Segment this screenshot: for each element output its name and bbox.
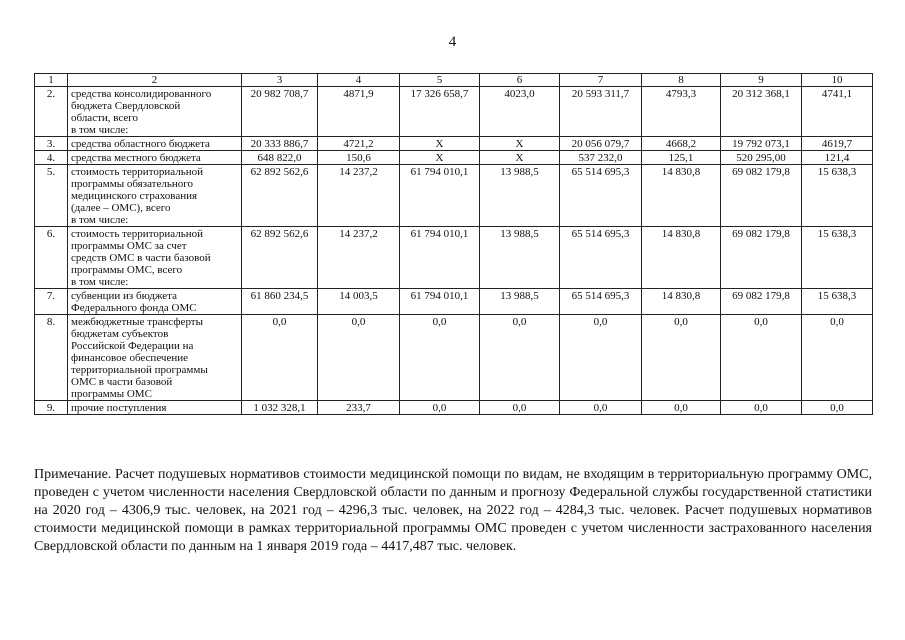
value-cell: 65 514 695,3: [560, 289, 642, 315]
note-paragraph: [34, 466, 872, 556]
value-cell: X: [480, 137, 560, 151]
description-line: стоимость территориальной: [71, 166, 204, 178]
value-cell: 20 982 708,7: [242, 87, 318, 137]
value-cell: 69 082 179,8: [721, 165, 802, 227]
description-line: программы ОМС: [71, 388, 152, 400]
value-cell: 15 638,3: [802, 227, 873, 289]
value-cell: 125,1: [642, 151, 721, 165]
description-line: бюджета Свердловской: [71, 100, 181, 112]
value-cell: 1 032 328,1: [242, 401, 318, 415]
row-description: [68, 151, 242, 165]
table-row: [35, 401, 873, 415]
budget-table: [34, 73, 873, 415]
description-line: прочие поступления: [71, 402, 167, 414]
value-cell: 17 326 658,7: [400, 87, 480, 137]
description-line: программы ОМС за счет: [71, 240, 187, 252]
value-cell: 150,6: [318, 151, 400, 165]
description-line: Российской Федерации на: [71, 340, 194, 352]
value-cell: 61 794 010,1: [400, 289, 480, 315]
value-cell: 15 638,3: [802, 165, 873, 227]
value-cell: X: [400, 151, 480, 165]
value-cell: 69 082 179,8: [721, 227, 802, 289]
value-cell: 14 003,5: [318, 289, 400, 315]
row-number: 8.: [35, 315, 68, 401]
value-cell: 69 082 179,8: [721, 289, 802, 315]
description-line: программы ОМС, всего: [71, 264, 183, 276]
description-line: в том числе:: [71, 276, 129, 288]
description-line: средства консолидированного: [71, 88, 212, 100]
description-line: субвенции из бюджета: [71, 290, 177, 302]
description-line: в том числе:: [71, 214, 129, 226]
table-row: [35, 87, 873, 137]
value-cell: 4741,1: [802, 87, 873, 137]
description-line: медицинского страхования: [71, 190, 198, 202]
value-cell: 20 056 079,7: [560, 137, 642, 151]
table-row: [35, 315, 873, 401]
value-cell: 0,0: [642, 315, 721, 401]
table-body: [35, 74, 873, 415]
value-cell: 4871,9: [318, 87, 400, 137]
row-description: [68, 87, 242, 137]
description-line: ОМС в части базовой: [71, 376, 173, 388]
value-cell: 62 892 562,6: [242, 165, 318, 227]
row-number: 5.: [35, 165, 68, 227]
table-row: [35, 137, 873, 151]
value-cell: 20 593 311,7: [560, 87, 642, 137]
value-cell: 121,4: [802, 151, 873, 165]
value-cell: 14 830,8: [642, 289, 721, 315]
value-cell: 0,0: [721, 315, 802, 401]
table-row: [35, 151, 873, 165]
row-number: 3.: [35, 137, 68, 151]
description-line: средства областного бюджета: [71, 138, 210, 150]
value-cell: 0,0: [560, 315, 642, 401]
value-cell: 520 295,00: [721, 151, 802, 165]
note-text: Примечание. Расчет подушевых нормативов стоимости медицинской помощи по видам, не входящим в территориальную программу ОМС, проведен с учетом численности населения Свердловской области по данным и прогнозу Федеральной службы государственной статистики на 2020 год – 4306,9 тыс. человек, на 2021 год – 4296,3 тыс. человек, на 2022 год – 4284,3 тыс. человек. Расчет подушевых нормативов стоимости медицинской помощи в рамках территориальной программы ОМС проведен с учетом численности застрахованного населения Свердловской области по данным на 1 января 2019 года – 4417,487 тыс. человек.: [34, 467, 872, 554]
row-number: 4.: [35, 151, 68, 165]
description-line: средства местного бюджета: [71, 152, 201, 164]
row-description: [68, 315, 242, 401]
value-cell: 14 830,8: [642, 165, 721, 227]
page-number: 4: [448, 34, 457, 50]
description-line: финансовое обеспечение: [71, 352, 188, 364]
description-line: средств ОМС в части базовой: [71, 252, 211, 264]
table-row: [35, 227, 873, 289]
value-cell: 20 312 368,1: [721, 87, 802, 137]
column-header: 2: [68, 74, 242, 87]
table-row: [35, 289, 873, 315]
description-line: территориальной программы: [71, 364, 208, 376]
value-cell: 14 237,2: [318, 165, 400, 227]
row-number: 6.: [35, 227, 68, 289]
value-cell: 4793,3: [642, 87, 721, 137]
value-cell: 4668,2: [642, 137, 721, 151]
table-row: [35, 165, 873, 227]
row-description: [68, 137, 242, 151]
description-line: области, всего: [71, 112, 139, 124]
table-header-row: [35, 74, 873, 87]
value-cell: 65 514 695,3: [560, 227, 642, 289]
value-cell: 0,0: [242, 315, 318, 401]
value-cell: X: [400, 137, 480, 151]
value-cell: 537 232,0: [560, 151, 642, 165]
row-description: [68, 165, 242, 227]
description-line: программы обязательного: [71, 178, 193, 190]
value-cell: X: [480, 151, 560, 165]
value-cell: 0,0: [480, 315, 560, 401]
value-cell: 0,0: [802, 401, 873, 415]
column-header: 8: [642, 74, 721, 87]
value-cell: 233,7: [318, 401, 400, 415]
value-cell: 0,0: [642, 401, 721, 415]
value-cell: 13 988,5: [480, 227, 560, 289]
description-line: бюджетам субъектов: [71, 328, 169, 340]
column-header: 7: [560, 74, 642, 87]
value-cell: 0,0: [802, 315, 873, 401]
value-cell: 61 794 010,1: [400, 165, 480, 227]
value-cell: 61 794 010,1: [400, 227, 480, 289]
row-number: 2.: [35, 87, 68, 137]
value-cell: 61 860 234,5: [242, 289, 318, 315]
value-cell: 4721,2: [318, 137, 400, 151]
row-number: 9.: [35, 401, 68, 415]
value-cell: 0,0: [400, 315, 480, 401]
description-line: межбюджетные трансферты: [71, 316, 203, 328]
value-cell: 0,0: [560, 401, 642, 415]
value-cell: 0,0: [480, 401, 560, 415]
description-line: Федерального фонда ОМС: [71, 302, 197, 314]
value-cell: 0,0: [318, 315, 400, 401]
value-cell: 65 514 695,3: [560, 165, 642, 227]
row-description: [68, 227, 242, 289]
value-cell: 4023,0: [480, 87, 560, 137]
column-header: 6: [480, 74, 560, 87]
value-cell: 20 333 886,7: [242, 137, 318, 151]
value-cell: 14 830,8: [642, 227, 721, 289]
value-cell: 4619,7: [802, 137, 873, 151]
description-line: в том числе:: [71, 124, 129, 136]
value-cell: 19 792 073,1: [721, 137, 802, 151]
value-cell: 0,0: [400, 401, 480, 415]
value-cell: 648 822,0: [242, 151, 318, 165]
value-cell: 15 638,3: [802, 289, 873, 315]
value-cell: 62 892 562,6: [242, 227, 318, 289]
row-description: [68, 289, 242, 315]
column-header: 3: [242, 74, 318, 87]
value-cell: 0,0: [721, 401, 802, 415]
value-cell: 14 237,2: [318, 227, 400, 289]
row-description: [68, 401, 242, 415]
value-cell: 13 988,5: [480, 165, 560, 227]
column-header: 4: [318, 74, 400, 87]
value-cell: 13 988,5: [480, 289, 560, 315]
description-line: (далее – ОМС), всего: [71, 202, 171, 214]
description-line: стоимость территориальной: [71, 228, 204, 240]
column-header: 9: [721, 74, 802, 87]
column-header: 5: [400, 74, 480, 87]
column-header: 1: [35, 74, 68, 87]
column-header: 10: [802, 74, 873, 87]
row-number: 7.: [35, 289, 68, 315]
